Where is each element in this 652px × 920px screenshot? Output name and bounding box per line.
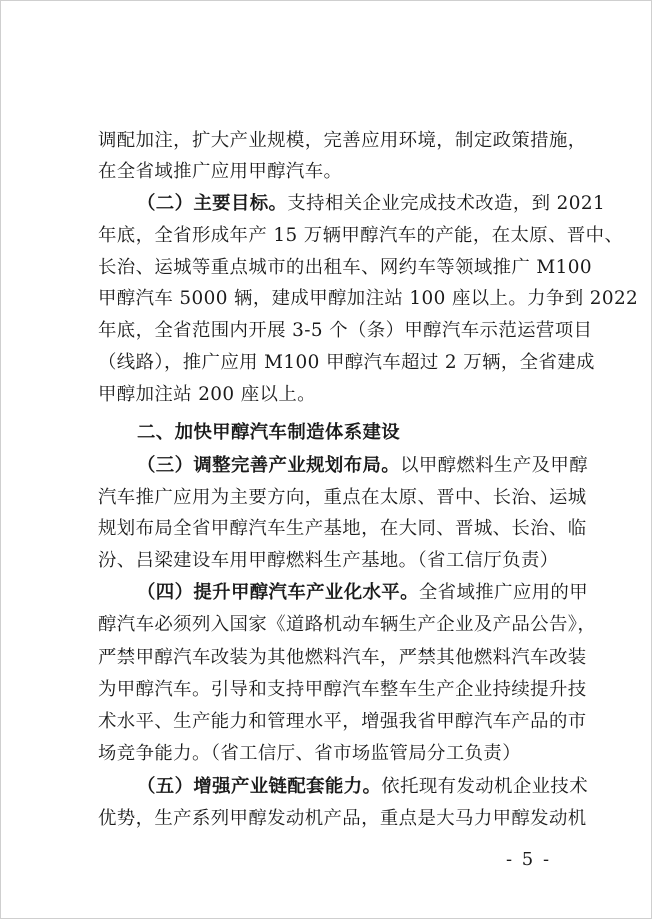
- text-line: 甲醇加注站 200 座以上。: [98, 384, 316, 405]
- paragraph-start-line: （二）主要目标。支持相关企业完成技术改造，到 2021: [137, 193, 606, 214]
- page-number: - 5 -: [506, 849, 552, 870]
- text-line: 年底，全省形成年产 15 万辆甲醇汽车的产能，在太原、晋中、: [98, 225, 624, 246]
- text-line: 汽车推广应用为主要方向，重点在太原、晋中、长治、运城: [98, 487, 587, 508]
- text-line: 场竞争能力。（省工信厅、省市场监管局分工负责）: [98, 743, 521, 764]
- section-heading-inline: （四）提升甲醇汽车产业化水平。: [137, 582, 419, 603]
- section-heading-inline: （五）增强产业链配套能力。: [137, 776, 382, 797]
- text-line: 为甲醇汽车。引导和支持甲醇汽车整车生产企业持续提升技: [98, 679, 587, 700]
- text-line: 严禁甲醇汽车改装为其他燃料汽车，严禁其他燃料汽车改装: [98, 647, 587, 668]
- section-heading-inline: （二）主要目标。: [137, 193, 288, 214]
- text-line: （线路），推广应用 M100 甲醇汽车超过 2 万辆，全省建成: [98, 352, 595, 373]
- paragraph-start-line: （三）调整完善产业规划布局。以甲醇燃料生产及甲醇: [137, 455, 588, 476]
- text-line: 甲醇汽车 5000 辆，建成甲醇加注站 100 座以上。力争到 2022: [98, 288, 639, 309]
- text-line: 在全省域推广应用甲醇汽车。: [98, 161, 343, 182]
- text-line: 醇汽车必须列入国家《道路机动车辆生产企业及产品公告》，: [98, 614, 597, 635]
- paragraph-start-line: （五）增强产业链配套能力。依托现有发动机企业技术: [137, 776, 588, 797]
- section-heading-inline: （三）调整完善产业规划布局。: [137, 455, 401, 476]
- text-line: 汾、吕梁建设车用甲醇燃料生产基地。（省工信厅负责）: [98, 550, 559, 571]
- text-line: 术水平、生产能力和管理水平，增强我省甲醇汽车产品的市: [98, 711, 587, 732]
- text-line: 年底，全省范围内开展 3-5 个（条）甲醇汽车示范运营项目: [98, 320, 593, 341]
- text-line: 调配加注，扩大产业规模，完善应用环境，制定政策措施，: [98, 130, 587, 151]
- section-heading: 二、加快甲醇汽车制造体系建设: [137, 422, 401, 443]
- paragraph-start-line: （四）提升甲醇汽车产业化水平。全省域推广应用的甲: [137, 582, 588, 603]
- document-body: [1, 1, 652, 920]
- text-line: 规划布局全省甲醇汽车生产基地，在大同、晋城、长治、临: [98, 518, 587, 539]
- text-line: 长治、运城等重点城市的出租车、网约车等领域推广 M100: [98, 257, 592, 278]
- text-line: 优势，生产系列甲醇发动机产品，重点是大马力甲醇发动机: [98, 808, 587, 829]
